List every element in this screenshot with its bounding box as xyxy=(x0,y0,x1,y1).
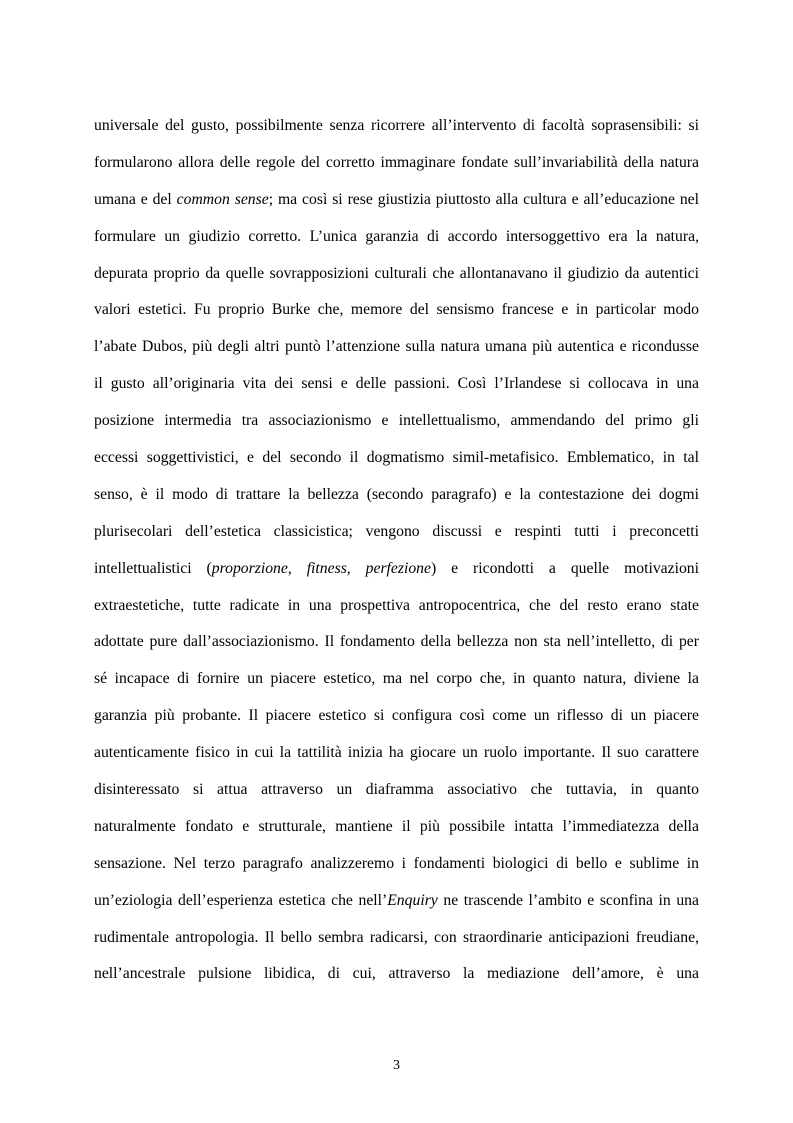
text-line: un’eziologia dell’esperienza estetica che nell’Enquiry ne trascende l’ambito e sconfina in una xyxy=(94,891,699,909)
text-line: plurisecolari dell’estetica classicistica; vengono discussi e respinti tutti i preconcetti xyxy=(94,522,699,540)
text-line: formularono allora delle regole del corretto immaginare fondate sull’invariabilità della natura xyxy=(94,153,699,171)
text-line: rudimentale antropologia. Il bello sembra radicarsi, con straordinarie anticipazioni freudiane, xyxy=(94,928,699,946)
italic-term: fitness xyxy=(306,559,347,577)
text-line: depurata proprio da quelle sovrapposizioni culturali che allontanavano il giudizio da autentici xyxy=(94,264,699,282)
text-line: naturalmente fondato e strutturale, mantiene il più possibile intatta l’immediatezza della xyxy=(94,817,699,835)
text-line: universale del gusto, possibilmente senza ricorrere all’intervento di facoltà soprasensibili: si xyxy=(94,117,699,134)
text-line: posizione intermedia tra associazionismo e intellettualismo, ammendando del primo gli xyxy=(94,412,699,430)
text-line: senso, è il modo di trattare la bellezza (secondo paragrafo) e la contestazione dei dogmi xyxy=(94,485,699,503)
text-line: formulare un giudizio corretto. L’unica garanzia di accordo intersoggettivo era la natura, xyxy=(94,227,699,245)
text-line: eccessi soggettivistici, e del secondo il dogmatismo simil-metafisico. Emblematico, in tal xyxy=(94,449,699,467)
italic-term: common sense xyxy=(176,190,269,208)
text-line: nell’ancestrale pulsione libidica, di cui, attraverso la mediazione dell’amore, è una xyxy=(94,965,699,983)
text-line: autenticamente fisico in cui la tattilità inizia ha giocare un ruolo importante. Il suo carattere xyxy=(94,744,699,762)
text-line: extraestetiche, tutte radicate in una prospettiva antropocentrica, che del resto erano state xyxy=(94,596,699,614)
text-line: garanzia più probante. Il piacere estetico si configura così come un riflesso di un piacere xyxy=(94,707,699,725)
text-line: il gusto all’originaria vita dei sensi e delle passioni. Così l’Irlandese si collocava in una xyxy=(94,375,699,393)
text-line: sensazione. Nel terzo paragrafo analizzeremo i fondamenti biologici di bello e sublime in xyxy=(94,854,699,872)
text-line: sé incapace di fornire un piacere estetico, ma nel corpo che, in quanto natura, diviene la xyxy=(94,670,699,688)
text-line: adottate pure dall’associazionismo. Il fondamento della bellezza non sta nell’intelletto, di per xyxy=(94,633,699,651)
text-line: umana e del common sense; ma così si rese giustizia piuttosto alla cultura e all’educazione nel xyxy=(94,190,699,208)
text-line: disinteressato si attua attraverso un diaframma associativo che tuttavia, in quanto xyxy=(94,781,699,799)
body-paragraph xyxy=(94,108,699,993)
text-line: intellettualistici (proporzione, fitness, perfezione) e ricondotti a quelle motivazioni xyxy=(94,559,700,577)
italic-term: perfezione xyxy=(365,559,431,577)
italic-term: Enquiry xyxy=(387,891,438,909)
text-line: valori estetici. Fu proprio Burke che, memore del sensismo francese e in particolar modo xyxy=(94,301,699,319)
text-line: l’abate Dubos, più degli altri puntò l’attenzione sulla natura umana più autentica e ricondusse xyxy=(94,338,699,356)
page-number: 3 xyxy=(393,1058,400,1073)
italic-term: proporzione xyxy=(211,559,288,577)
